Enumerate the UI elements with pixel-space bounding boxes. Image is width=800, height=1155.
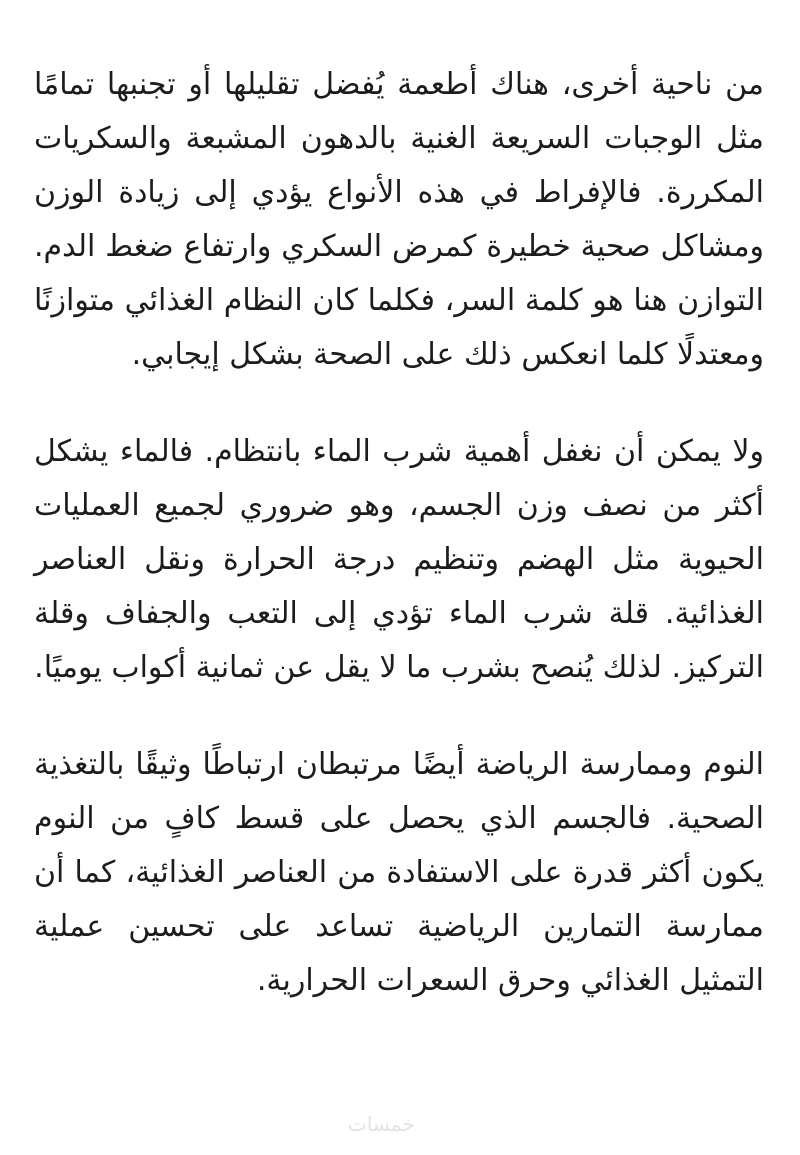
paragraph-water-intake: ولا يمكن أن نغفل أهمية شرب الماء بانتظام. فالماء يشكل أكثر من نصف وزن الجسم، وهو ضروري لجميع العمليات الحيوية مثل الهضم وتنظيم درجة الحرارة ونقل العناصر الغذائية. قلة شرب الماء تؤدي إلى التعب والجفاف وقلة التركيز. لذلك يُنصح بشرب ما لا يقل عن ثمانية أكواب يوميًا. (34, 434, 764, 685)
paragraph-unhealthy-foods: من ناحية أخرى، هناك أطعمة يُفضل تقليلها أو تجنبها تمامًا مثل الوجبات السريعة الغنية بالدهون المشبعة والسكريات المكررة. فالإفراط في هذه الأنواع يؤدي إلى زيادة الوزن ومشاكل صحية خطيرة كمرض السكري وارتفاع ضغط الدم. التوازن هنا هو كلمة السر، فكلما كان النظام الغذائي متوازنًا ومعتدلًا كلما انعكس ذلك على الصحة بشكل إيجابي. (34, 67, 764, 372)
watermark-logo: خمسات (348, 1112, 415, 1136)
paragraph-sleep-exercise: النوم وممارسة الرياضة أيضًا مرتبطان ارتباطًا وثيقًا بالتغذية الصحية. فالجسم الذي يحصل على قسط كافٍ من النوم يكون أكثر قدرة على الاستفادة من العناصر الغذائية، كما أن ممارسة التمارين الرياضية تساعد على تحسين عملية التمثيل الغذائي وحرق السعرات الحرارية. (34, 747, 764, 998)
